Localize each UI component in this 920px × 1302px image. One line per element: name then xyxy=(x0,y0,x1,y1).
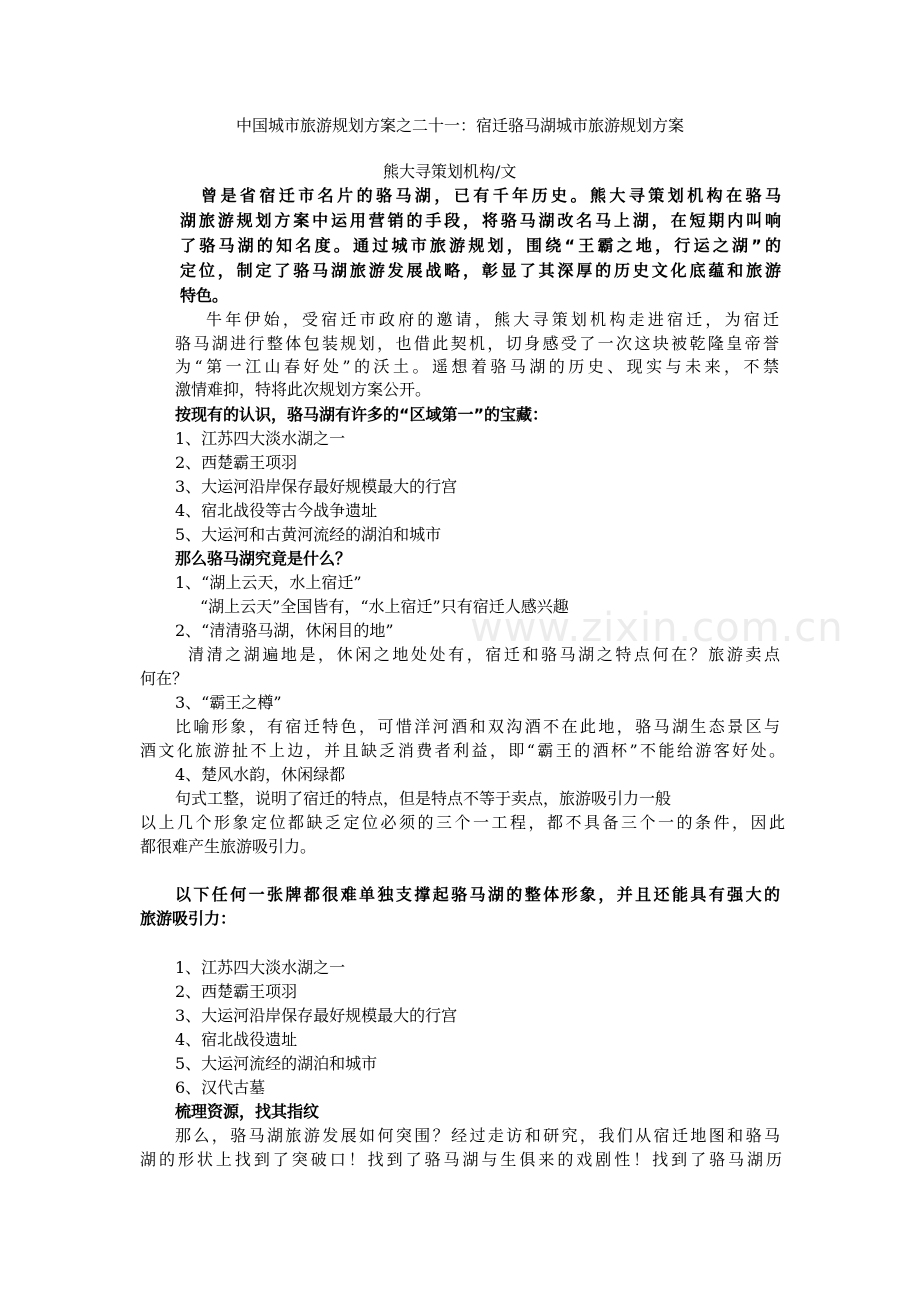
paragraph-line: 湖的形状上找到了突破口！找到了骆马湖与生俱来的戏剧性！找到了骆马湖历 xyxy=(140,1150,782,1169)
paragraph-line: 那么，骆马湖旅游发展如何突围？经过走访和研究，我们从宿迁地图和骆马 xyxy=(175,1126,780,1145)
intro-line: 定位，制定了骆马湖旅游发展战略，彰显了其深厚的历史文化底蕴和旅游 xyxy=(180,261,781,280)
paragraph-line: 为“第一江山春好处”的沃土。遥想着骆马湖的历史、现实与未来，不禁 xyxy=(175,357,779,376)
list-item: 2、西楚霸王项羽 xyxy=(175,453,298,472)
question-item: 1、“湖上云天，水上宿迁” xyxy=(175,573,362,592)
question-body: 何在？ xyxy=(140,669,189,688)
section-heading: 按现有的认识，骆马湖有许多的“区域第一”的宝藏： xyxy=(175,405,549,424)
paragraph-line: 骆马湖进行整体包装规划，也借此契机，切身感受了一次这块被乾隆皇帝誉 xyxy=(175,334,779,353)
question-body: 清清之湖遍地是，休闲之地处处有，宿迁和骆马湖之特点何在？旅游卖点 xyxy=(188,645,780,664)
intro-line: 特色。 xyxy=(180,286,229,305)
list-item: 6、汉代古墓 xyxy=(175,1078,266,1097)
watermark: www.zixin.com.cn xyxy=(470,605,844,651)
question-body: “湖上云天”全国皆有，“水上宿迁”只有宿迁人感兴趣 xyxy=(200,597,569,616)
question-body: 句式工整，说明了宿迁的特点，但是特点不等于卖点，旅游吸引力一般 xyxy=(175,789,672,808)
list-item: 2、西楚霸王项羽 xyxy=(175,982,298,1001)
list-item: 1、江苏四大淡水湖之一 xyxy=(175,958,346,977)
question-item: 4、楚风水韵，休闲绿都 xyxy=(175,765,346,784)
list-item: 4、宿北战役遗址 xyxy=(175,1030,298,1049)
intro-line: 了骆马湖的知名度。通过城市旅游规划，围绕“王霸之地，行运之湖”的 xyxy=(180,236,781,255)
list-item: 5、大运河流经的湖泊和城市 xyxy=(175,1054,378,1073)
paragraph-line: 激情难抑，特将此次规划方案公开。 xyxy=(175,380,432,399)
paragraph-line: 牛年伊始，受宿迁市政府的邀请，熊大寻策划机构走进宿迁，为宿迁 xyxy=(206,310,779,329)
intro-line: 湖旅游规划方案中运用营销的手段，将骆马湖改名马上湖，在短期内叫响 xyxy=(180,211,781,230)
question-body: 酒文化旅游扯不上边，并且缺乏消费者利益，即“霸王的酒杯”不能给游客好处。 xyxy=(140,741,785,760)
section-heading: 以下任何一张牌都很难单独支撑起骆马湖的整体形象，并且还能具有强大的 xyxy=(175,885,780,904)
list-item: 1、江苏四大淡水湖之一 xyxy=(175,429,346,448)
section-heading: 那么骆马湖究竟是什么？ xyxy=(175,549,352,568)
summary-line: 都很难产生旅游吸引力。 xyxy=(140,837,317,856)
document-title: 中国城市旅游规划方案之二十一：宿迁骆马湖城市旅游规划方案 xyxy=(235,116,684,135)
author-line: 熊大寻策划机构/文 xyxy=(383,162,517,181)
summary-line: 以上几个形象定位都缺乏定位必须的三个一工程，都不具备三个一的条件，因此 xyxy=(140,813,785,832)
question-item: 2、“清清骆马湖，休闲目的地” xyxy=(175,621,394,640)
intro-line: 曾是省宿迁市名片的骆马湖，已有千年历史。熊大寻策划机构在骆马 xyxy=(201,186,781,205)
section-heading: 梳理资源，找其指纹 xyxy=(175,1102,320,1121)
list-item: 3、大运河沿岸保存最好规模最大的行宫 xyxy=(175,1006,458,1025)
question-item: 3、“霸王之樽” xyxy=(175,693,282,712)
question-body: 比喻形象，有宿迁特色，可惜洋河酒和双沟酒不在此地，骆马湖生态景区与 xyxy=(175,717,780,736)
section-heading: 旅游吸引力： xyxy=(140,909,237,928)
list-item: 3、大运河沿岸保存最好规模最大的行宫 xyxy=(175,477,458,496)
list-item: 5、大运河和古黄河流经的湖泊和城市 xyxy=(175,525,442,544)
list-item: 4、宿北战役等古今战争遗址 xyxy=(175,501,378,520)
